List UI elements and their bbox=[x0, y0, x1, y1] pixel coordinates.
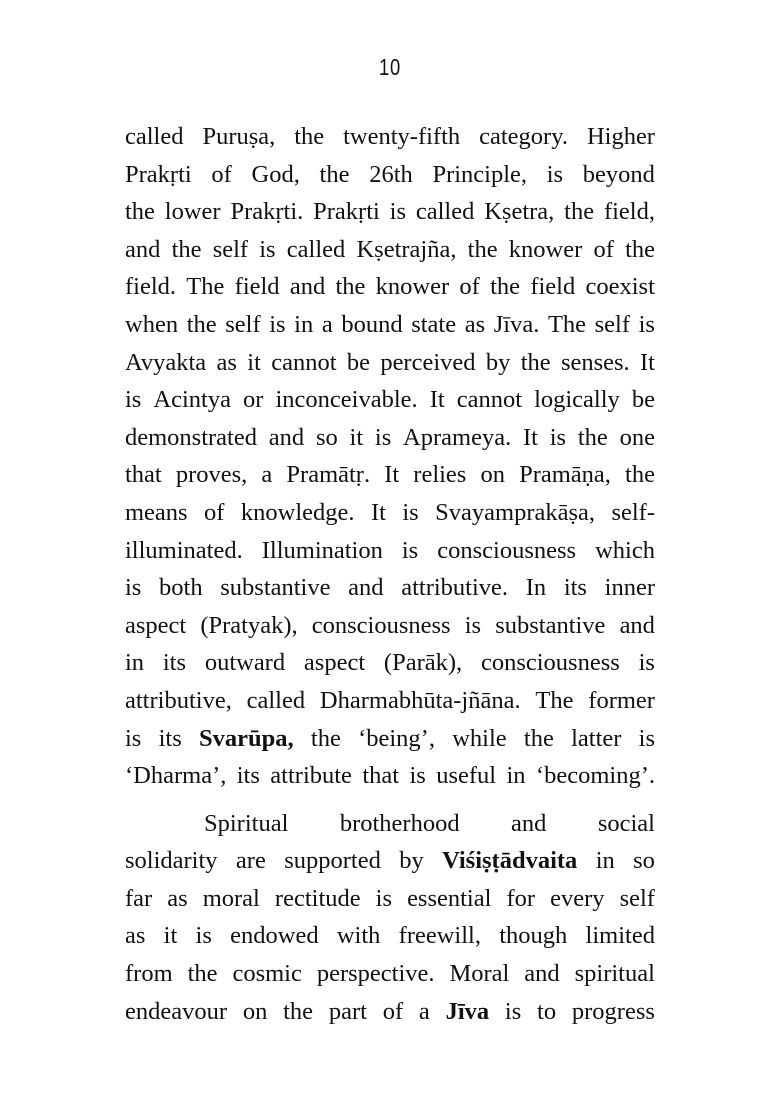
word: in bbox=[125, 649, 145, 677]
word: the bbox=[187, 960, 218, 988]
word: as bbox=[464, 310, 486, 338]
word: substantive bbox=[220, 574, 331, 602]
word: is bbox=[125, 386, 142, 414]
word: attribute bbox=[270, 762, 352, 790]
text-line bbox=[125, 880, 655, 918]
paragraph-gap bbox=[125, 795, 655, 805]
word: twenty-fifth bbox=[343, 123, 461, 150]
word: perspective. bbox=[316, 960, 435, 988]
word: are bbox=[235, 847, 266, 875]
word: self bbox=[212, 235, 249, 263]
word: Pramātṛ. bbox=[286, 461, 371, 489]
word: proves, bbox=[175, 461, 248, 489]
body-text bbox=[125, 118, 655, 1030]
word: of bbox=[211, 160, 232, 188]
text-line bbox=[125, 118, 655, 156]
word: It bbox=[523, 423, 538, 451]
word: aspect bbox=[303, 649, 366, 677]
word: and bbox=[125, 235, 161, 263]
word: progress bbox=[571, 997, 655, 1025]
word: God, bbox=[251, 160, 300, 188]
word: essential bbox=[407, 884, 492, 912]
word: rectitude bbox=[274, 884, 361, 912]
word: means bbox=[125, 498, 188, 526]
word: part bbox=[328, 997, 367, 1025]
word: from bbox=[125, 960, 173, 988]
word: the bbox=[310, 724, 341, 752]
word: Jīva bbox=[445, 997, 490, 1025]
word: a bbox=[418, 997, 430, 1025]
word: Dharmabhūta-jñāna. bbox=[319, 686, 521, 714]
text-line bbox=[125, 231, 655, 269]
word: so bbox=[315, 423, 338, 451]
text-line bbox=[125, 306, 655, 344]
word: It bbox=[429, 386, 445, 414]
word: perceived bbox=[380, 348, 476, 376]
text-line bbox=[125, 917, 655, 955]
word: The bbox=[535, 686, 574, 714]
word: its bbox=[563, 574, 587, 602]
word: with bbox=[336, 922, 381, 950]
word: as bbox=[167, 884, 188, 912]
text-line bbox=[125, 456, 655, 494]
word: It bbox=[384, 461, 400, 489]
word: solidarity bbox=[125, 847, 218, 875]
word: endowed bbox=[230, 922, 319, 950]
word: its bbox=[158, 724, 182, 752]
word: category. bbox=[479, 123, 568, 150]
word: social bbox=[597, 809, 655, 837]
word: as bbox=[216, 348, 237, 376]
word: former bbox=[588, 686, 655, 714]
word: in bbox=[294, 310, 314, 338]
word: is bbox=[259, 235, 276, 263]
word: Kṣetra, bbox=[484, 198, 555, 226]
word: it bbox=[349, 423, 364, 451]
word: in bbox=[595, 847, 615, 875]
word: coexist bbox=[585, 273, 655, 301]
word: be bbox=[631, 386, 655, 414]
word: though bbox=[499, 922, 568, 950]
word: beyond bbox=[582, 160, 655, 188]
word: It bbox=[640, 348, 655, 376]
word: far bbox=[125, 884, 153, 912]
text-line bbox=[125, 757, 655, 795]
word: Viśiṣṭādvaita bbox=[442, 847, 578, 875]
text-line bbox=[125, 607, 655, 645]
word: by bbox=[485, 348, 511, 376]
word: called bbox=[246, 686, 306, 714]
word: as bbox=[125, 922, 146, 950]
word: consciousness bbox=[480, 649, 620, 677]
word: Acintya bbox=[153, 386, 231, 414]
word: of bbox=[459, 273, 480, 301]
word: 26th bbox=[369, 160, 413, 188]
word: demonstrated bbox=[125, 423, 257, 451]
word: field bbox=[530, 273, 576, 301]
word: illuminated. bbox=[125, 536, 243, 564]
word: The bbox=[186, 273, 225, 301]
word: the bbox=[490, 273, 521, 301]
word: while bbox=[452, 724, 507, 752]
word: to bbox=[537, 997, 557, 1025]
word: that bbox=[362, 762, 400, 790]
word: knower bbox=[508, 235, 583, 263]
word: is bbox=[374, 423, 392, 451]
word: latter bbox=[571, 724, 622, 752]
word: The bbox=[547, 310, 587, 338]
word: is bbox=[638, 724, 655, 752]
word: is bbox=[389, 198, 407, 226]
word: substantive bbox=[495, 611, 606, 639]
word: consciousness bbox=[311, 611, 451, 639]
word: senses. bbox=[560, 348, 630, 376]
word: is bbox=[504, 997, 522, 1025]
word: knower bbox=[375, 273, 450, 301]
word: aspect bbox=[125, 611, 187, 639]
word: Illumination bbox=[261, 536, 383, 564]
word: Puruṣa, bbox=[202, 123, 276, 150]
word: Moral bbox=[449, 960, 510, 988]
word: It bbox=[370, 498, 386, 526]
word: in bbox=[506, 762, 526, 790]
word: limited bbox=[585, 922, 655, 950]
word: logically bbox=[534, 386, 620, 414]
word: called bbox=[286, 235, 346, 263]
word: ‘becoming’. bbox=[535, 762, 655, 790]
word: called bbox=[415, 198, 475, 226]
word: cannot bbox=[456, 386, 523, 414]
text-line bbox=[125, 682, 655, 720]
word: be bbox=[346, 348, 370, 376]
word: the bbox=[335, 273, 366, 301]
word: the bbox=[283, 997, 314, 1025]
word: In bbox=[525, 574, 547, 602]
word: (Parāk), bbox=[383, 649, 463, 677]
word: and bbox=[268, 423, 305, 451]
word: is bbox=[546, 160, 564, 188]
word: brotherhood bbox=[339, 809, 460, 837]
word: for bbox=[506, 884, 536, 912]
word: one bbox=[619, 423, 655, 451]
text-line bbox=[125, 569, 655, 607]
word: Prakṛti. bbox=[230, 198, 304, 226]
word: the bbox=[186, 310, 217, 338]
word: the bbox=[523, 724, 554, 752]
text-line bbox=[125, 494, 655, 532]
word: and bbox=[348, 574, 384, 602]
word: useful bbox=[436, 762, 497, 790]
word: a bbox=[321, 310, 333, 338]
word: of bbox=[593, 235, 614, 263]
word: Prakṛti bbox=[313, 198, 380, 226]
word: and bbox=[289, 273, 326, 301]
word: the bbox=[564, 198, 595, 226]
word: is bbox=[464, 611, 482, 639]
text-line bbox=[125, 344, 655, 382]
text-line bbox=[125, 156, 655, 194]
text-line bbox=[125, 532, 655, 570]
word: is bbox=[549, 423, 567, 451]
word: is bbox=[409, 762, 426, 790]
word: Svayamprakāṣa, bbox=[435, 498, 596, 526]
word: Avyakta bbox=[125, 348, 207, 376]
text-line bbox=[125, 720, 655, 758]
word: attributive. bbox=[401, 574, 509, 602]
word: when bbox=[125, 310, 179, 338]
word: the bbox=[625, 461, 655, 489]
word: Jīva. bbox=[493, 310, 540, 338]
word: a bbox=[261, 461, 273, 489]
word: inner bbox=[604, 574, 655, 602]
word: that bbox=[125, 461, 162, 489]
word: Spiritual bbox=[204, 809, 289, 837]
word: supported bbox=[284, 847, 381, 875]
word: the bbox=[625, 235, 655, 263]
word: the bbox=[577, 423, 608, 451]
word: Aprameya. bbox=[403, 423, 512, 451]
word: the bbox=[467, 235, 498, 263]
word: of bbox=[382, 997, 404, 1025]
word: called bbox=[125, 123, 184, 150]
word: every bbox=[550, 884, 605, 912]
word: the bbox=[319, 160, 350, 188]
word: ‘Dharma’, bbox=[125, 762, 227, 790]
text-line bbox=[125, 419, 655, 457]
text-line bbox=[125, 955, 655, 993]
word: Principle, bbox=[432, 160, 528, 188]
word: Svarūpa, bbox=[199, 724, 294, 752]
word: on bbox=[242, 997, 268, 1025]
word: state bbox=[411, 310, 457, 338]
word: it bbox=[247, 348, 261, 376]
word: endeavour bbox=[125, 997, 228, 1025]
word: its bbox=[236, 762, 260, 790]
text-line bbox=[125, 993, 655, 1031]
word: bound bbox=[341, 310, 403, 338]
word: lower bbox=[164, 198, 221, 226]
word: is bbox=[401, 536, 419, 564]
word: field bbox=[234, 273, 280, 301]
word: relies bbox=[413, 461, 467, 489]
word: is bbox=[269, 310, 286, 338]
word: attributive, bbox=[125, 686, 232, 714]
word: self bbox=[619, 884, 655, 912]
word: inconceivable. bbox=[275, 386, 418, 414]
word: self bbox=[594, 310, 631, 338]
page-number: 10 bbox=[378, 54, 402, 80]
word: field, bbox=[603, 198, 655, 226]
word: outward bbox=[204, 649, 286, 677]
word: is bbox=[375, 884, 393, 912]
word: self bbox=[225, 310, 261, 338]
word: Prakṛti bbox=[125, 160, 192, 188]
word: of bbox=[204, 498, 225, 526]
word: is bbox=[402, 498, 419, 526]
word: so bbox=[633, 847, 655, 875]
word: Higher bbox=[586, 123, 655, 150]
word: on bbox=[480, 461, 505, 489]
word: cosmic bbox=[232, 960, 302, 988]
text-line bbox=[125, 268, 655, 306]
word: freewill, bbox=[398, 922, 481, 950]
word: spiritual bbox=[574, 960, 655, 988]
word: is bbox=[638, 310, 655, 338]
text-line bbox=[125, 805, 655, 843]
word: by bbox=[399, 847, 424, 875]
word: or bbox=[243, 386, 264, 414]
word: field. bbox=[125, 273, 177, 301]
word: Kṣetrajña, bbox=[356, 235, 457, 263]
word: and bbox=[511, 809, 547, 837]
word: is bbox=[638, 649, 655, 677]
word: which bbox=[595, 536, 655, 564]
word: is bbox=[125, 724, 142, 752]
word: knowledge. bbox=[240, 498, 355, 526]
text-line bbox=[125, 193, 655, 231]
word: both bbox=[159, 574, 203, 602]
word: the bbox=[125, 198, 155, 226]
word: the bbox=[171, 235, 202, 263]
word: ‘being’, bbox=[358, 724, 435, 752]
word: the bbox=[520, 348, 551, 376]
word: moral bbox=[202, 884, 260, 912]
word: Pramāṇa, bbox=[519, 461, 611, 489]
text-line bbox=[125, 842, 655, 880]
word: is bbox=[195, 922, 212, 950]
word: and bbox=[524, 960, 560, 988]
word: self- bbox=[611, 498, 655, 526]
word: cannot bbox=[271, 348, 337, 376]
word: and bbox=[619, 611, 655, 639]
word: consciousness bbox=[437, 536, 577, 564]
word: is bbox=[125, 574, 142, 602]
word: it bbox=[163, 922, 178, 950]
word: the bbox=[294, 123, 325, 150]
text-line bbox=[125, 644, 655, 682]
word: (Pratyak), bbox=[200, 611, 298, 639]
text-line bbox=[125, 381, 655, 419]
word: its bbox=[162, 649, 187, 677]
